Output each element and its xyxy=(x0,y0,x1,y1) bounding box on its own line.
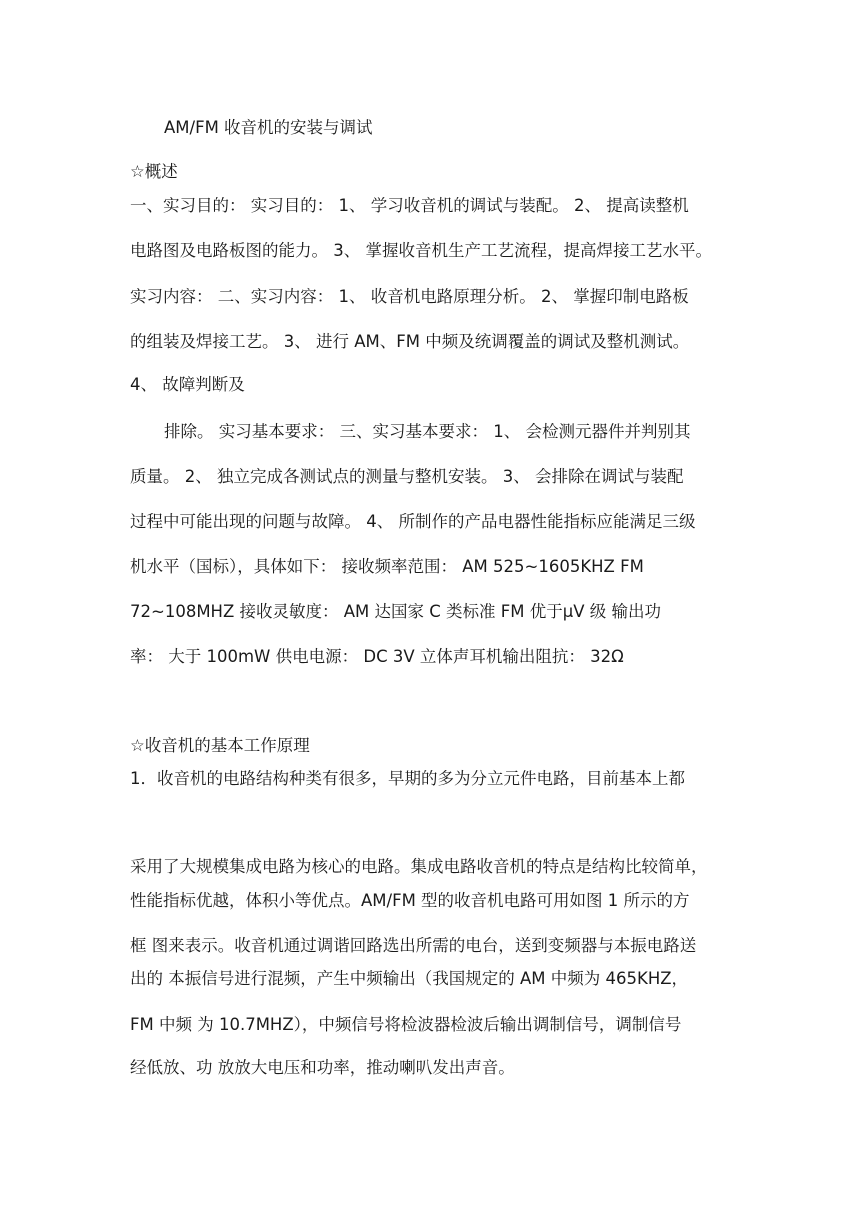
overview-line-7: 质量。 2、 独立完成各测试点的测量与整机安装。 3、 会排除在调试与装配 xyxy=(130,467,684,486)
principle-line-3: 性能指标优越，体积小等优点。AM/FM 型的收音机电路可用如图 1 所示的方 xyxy=(130,891,690,910)
overview-line-10: 72~108MHZ 接收灵敏度： AM 达国家 C 类标准 FM 优于μV 级 输出功 xyxy=(130,602,662,621)
overview-line-9: 机水平（国标），具体如下： 接收频率范围： AM 525~1605KHZ FM xyxy=(130,557,644,576)
overview-line-6: 排除。 实习基本要求： 三、实习基本要求： 1、 会检测元器件并判别其 xyxy=(164,422,691,441)
overview-line-3: 实习内容： 二、实习内容： 1、 收音机电路原理分析。 2、 掌握印制电路板 xyxy=(130,287,689,306)
principle-line-7: 经低放、功 放放大电压和功率，推动喇叭发出声音。 xyxy=(130,1058,515,1077)
overview-line-4: 的组装及焊接工艺。 3、 进行 AM、FM 中频及统调覆盖的调试及整机测试。 xyxy=(130,332,690,351)
overview-line-1: 一、实习目的： 实习目的： 1、 学习收音机的调试与装配。 2、 提高读整机 xyxy=(130,196,689,215)
principle-line-2: 采用了大规模集成电路为核心的电路。集成电路收音机的特点是结构比较简单， xyxy=(130,857,708,876)
principle-line-5: 出的 本振信号进行混频，产生中频输出（我国规定的 AM 中频为 465KHZ， xyxy=(130,969,689,988)
document-title: AM/FM 收音机的安装与调试 xyxy=(164,118,373,137)
section-heading-principle: ☆收音机的基本工作原理 xyxy=(130,736,310,755)
overview-line-11: 率： 大于 100mW 供电电源： DC 3V 立体声耳机输出阻抗： 32Ω xyxy=(130,647,624,666)
principle-line-4: 框 图来表示。收音机通过调谐回路选出所需的电台，送到变频器与本振电路送 xyxy=(130,936,697,955)
section-heading-overview: ☆概述 xyxy=(130,162,178,181)
overview-line-2: 电路图及电路板图的能力。 3、 掌握收音机生产工艺流程，提高焊接工艺水平。 xyxy=(130,241,712,260)
principle-line-1: 1．收音机的电路结构种类有很多，早期的多为分立元件电路，目前基本上都 xyxy=(130,769,685,788)
principle-line-6: FM 中频 为 10.7MHZ），中频信号将检波器检波后输出调制信号，调制信号 xyxy=(130,1015,682,1034)
overview-line-5: 4、 故障判断及 xyxy=(130,375,245,394)
overview-line-8: 过程中可能出现的问题与故障。 4、 所制作的产品电器性能指标应能满足三级 xyxy=(130,512,696,531)
